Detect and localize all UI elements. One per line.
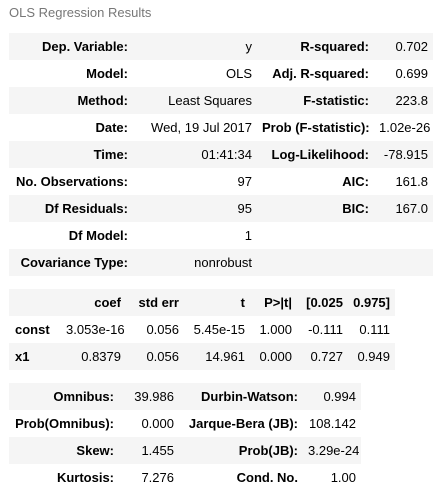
- table-row: [9, 464, 361, 491]
- summary-value: Least Squares: [168, 93, 252, 108]
- column-header: 0.975]: [353, 295, 390, 310]
- diagnostic-label: Durbin-Watson:: [201, 389, 298, 404]
- summary-value: nonrobust: [194, 255, 252, 270]
- table-header-row: [9, 289, 395, 316]
- summary-value: OLS: [225, 66, 252, 81]
- p-value: 1.000: [259, 322, 292, 337]
- summary-value: 223.8: [395, 93, 428, 108]
- column-header: t: [240, 295, 245, 310]
- summary-label: Model:: [86, 66, 128, 81]
- table-row: [9, 410, 361, 437]
- table-row: [9, 33, 433, 60]
- p-value: 0.000: [259, 349, 292, 364]
- summary-value: 161.8: [395, 174, 428, 189]
- std-err-value: 0.056: [146, 349, 179, 364]
- summary-value: -78.915: [383, 147, 428, 162]
- t-value: 5.45e-15: [193, 322, 245, 337]
- diagnostic-value: 0.994: [323, 389, 356, 404]
- table-row: [9, 222, 433, 249]
- ci-lower-value: -0.111: [308, 322, 343, 337]
- summary-label: Df Model:: [68, 228, 128, 243]
- diagnostic-value: 3.29e-24: [308, 443, 360, 458]
- model-summary-table: [9, 33, 433, 276]
- diagnostic-value: 1.00: [330, 470, 356, 485]
- table-row: [9, 114, 433, 141]
- column-header: P>|t|: [264, 295, 292, 310]
- summary-value: y: [245, 39, 252, 54]
- summary-value: 97: [237, 174, 252, 189]
- diagnostic-label: Prob(Omnibus):: [15, 416, 114, 431]
- summary-label: F-statistic:: [303, 93, 369, 108]
- column-header: [0.025: [306, 295, 343, 310]
- summary-label: [257, 249, 374, 276]
- ci-lower-value: 0.727: [310, 349, 343, 364]
- std-err-value: 0.056: [146, 322, 179, 337]
- table-row: [9, 343, 395, 370]
- summary-label: AIC:: [342, 174, 369, 189]
- column-header: [9, 289, 61, 316]
- summary-label: R-squared:: [300, 39, 369, 54]
- coef-value: 3.053e-16: [66, 322, 125, 337]
- summary-label: [257, 222, 374, 249]
- summary-value: 1: [244, 228, 252, 243]
- table-row: [9, 141, 433, 168]
- summary-label: Adj. R-squared:: [272, 66, 369, 81]
- diagnostic-value: 1.455: [141, 443, 174, 458]
- summary-value: [374, 222, 433, 249]
- column-header: coef: [94, 295, 121, 310]
- diagnostic-label: Kurtosis:: [56, 470, 114, 485]
- summary-label: Df Residuals:: [44, 201, 128, 216]
- summary-label: BIC:: [342, 201, 369, 216]
- diagnostic-value: 7.276: [141, 470, 174, 485]
- t-value: 14.961: [205, 349, 245, 364]
- summary-value: 01:41:34: [201, 147, 252, 162]
- diagnostic-value: 0.000: [141, 416, 174, 431]
- table-row: [9, 316, 395, 343]
- diagnostic-label: Prob(JB):: [238, 443, 298, 458]
- table-caption: OLS Regression Results: [9, 5, 152, 20]
- table-row: [9, 249, 433, 276]
- diagnostic-label: Omnibus:: [53, 389, 114, 404]
- summary-label: No. Observations:: [16, 174, 128, 189]
- diagnostic-value: 108.142: [309, 416, 356, 431]
- diagnostic-value: 39.986: [134, 389, 174, 404]
- coef-value: 0.8379: [81, 349, 121, 364]
- table-row: [9, 87, 433, 114]
- ci-upper-value: 0.949: [357, 349, 390, 364]
- summary-label: Method:: [77, 93, 128, 108]
- coefficients-table: [9, 289, 395, 370]
- ci-upper-value: 0.111: [359, 322, 390, 337]
- table-row: [9, 60, 433, 87]
- summary-label: Time:: [93, 147, 128, 162]
- summary-value: 167.0: [395, 201, 428, 216]
- summary-label: Dep. Variable:: [42, 39, 128, 54]
- summary-label: Date:: [95, 120, 128, 135]
- summary-value: 95: [237, 201, 252, 216]
- summary-value: Wed, 19 Jul 2017: [151, 120, 252, 135]
- table-row: [9, 383, 361, 410]
- summary-value: 0.699: [395, 66, 428, 81]
- diagnostic-label: Jarque-Bera (JB):: [188, 416, 298, 431]
- summary-label: Log-Likelihood:: [271, 147, 369, 162]
- table-row: [9, 195, 433, 222]
- table-row: [9, 437, 361, 464]
- summary-value: 0.702: [395, 39, 428, 54]
- summary-value: [374, 249, 433, 276]
- summary-value: 1.02e-26: [379, 120, 431, 135]
- column-header: std err: [138, 295, 179, 310]
- diagnostic-label: Cond. No.: [236, 470, 298, 485]
- summary-label: Covariance Type:: [20, 255, 128, 270]
- coef-row-label: const: [15, 322, 50, 337]
- diagnostics-table: [9, 383, 361, 491]
- summary-label: Prob (F-statistic):: [262, 120, 370, 135]
- coef-row-label: x1: [15, 349, 30, 364]
- table-row: [9, 168, 433, 195]
- diagnostic-label: Skew:: [76, 443, 114, 458]
